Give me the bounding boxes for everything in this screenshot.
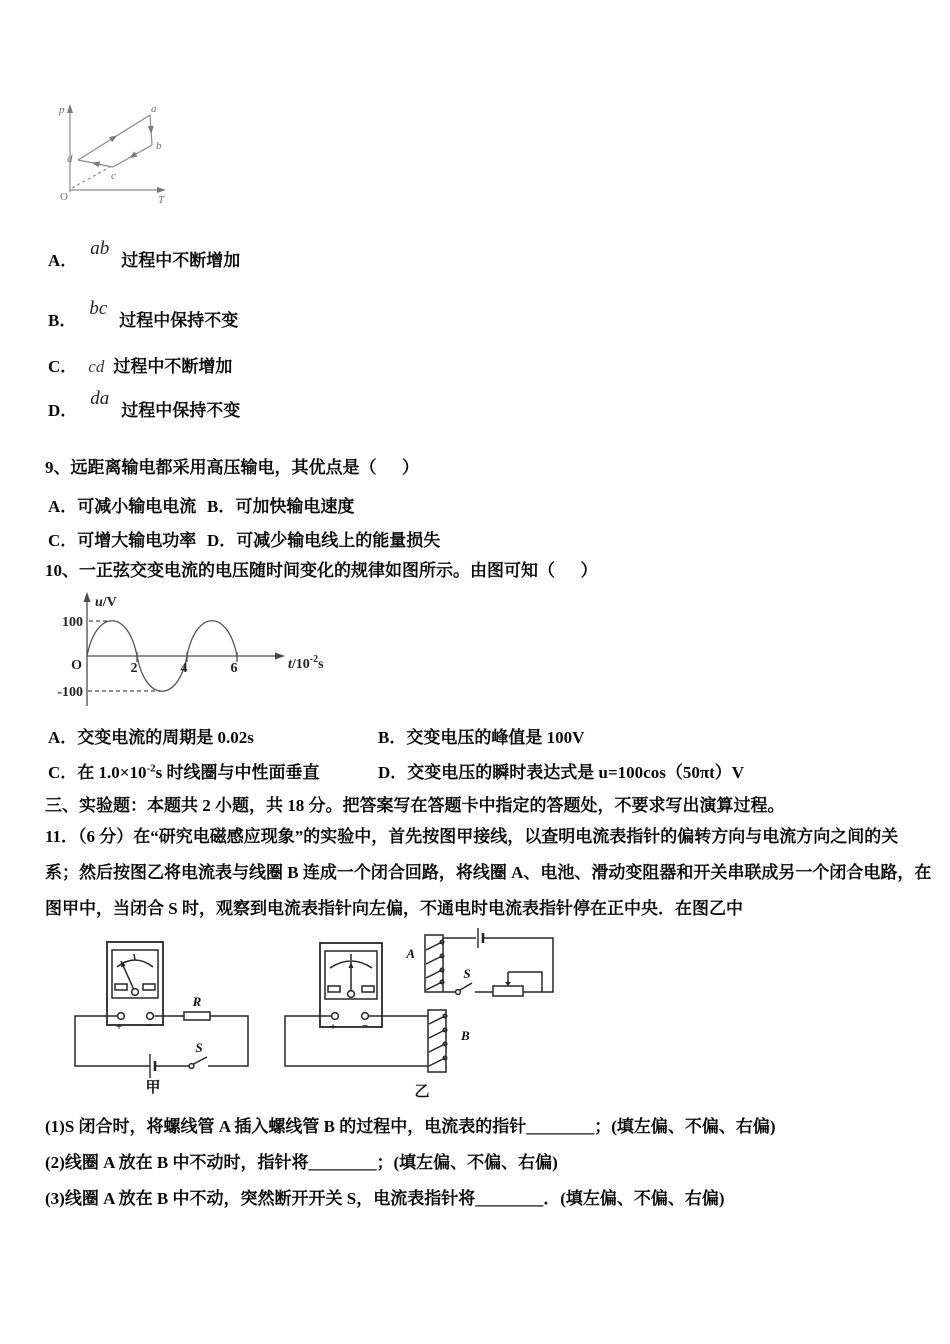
resistor-R-label: R [192, 994, 202, 1009]
sine-xtick-6: 6 [230, 661, 238, 676]
pt-label-O: O [60, 191, 68, 203]
q9-option-a: A．可减小输电电流 [48, 497, 197, 516]
q8-option-c-process: cd [88, 357, 105, 376]
figure-yi-caption: 乙 [414, 1084, 430, 1100]
q8-option-b [48, 298, 239, 332]
pt-cycle-diagram [55, 100, 175, 210]
sine-ymin-label: -100 [57, 685, 83, 700]
meter-terminal-minus-yi [362, 1013, 369, 1020]
q11-stem-line3: 图甲中，当闭合 S 时，观察到电流表指针向左偏，不通电时电流表指针停在正中央．在图乙中 [45, 899, 743, 918]
sine-xtick-2: 2 [130, 661, 138, 676]
q10-option-c-sup: -2 [146, 762, 156, 775]
jia-plus-sign: + [115, 1021, 123, 1033]
coil-B-label: B [461, 1028, 470, 1043]
q8-option-a [48, 238, 241, 272]
sine-xlabel: $t/10^{-2}s$ [288, 654, 324, 672]
q8-option-d-process: da [90, 388, 110, 409]
switch-jia-label: S [195, 1040, 203, 1055]
pt-label-T: T [158, 194, 165, 206]
q8-option-d-text: 过程中保持不变 [121, 401, 241, 420]
q10-stem: 10、一正弦交变电流的电压随时间变化的规律如图所示。由图可知（ ） [45, 561, 598, 580]
q11-stem-line1: 11．（6 分）在“研究电磁感应现象”的实验中，首先按图甲接线，以查明电流表指针的偏转方向与电流方向之间的关 [45, 827, 899, 846]
q9-stem: 9、远距离输电都采用高压输电，其优点是（ ） [45, 458, 419, 477]
q10-option-c-post: s 时线圈与中性面垂直 [155, 763, 320, 782]
galvanometer-yi [320, 943, 382, 1027]
q8-option-c-text: 过程中不断增加 [113, 357, 233, 376]
q11-sub3: (3)线圈 A 放在 B 中不动，突然断开开关 S，电流表指针将________．(填左偏、不偏、右偏) [45, 1189, 725, 1208]
galvanometer-jia [107, 942, 163, 1025]
switch-yi [456, 983, 472, 994]
q11-stem-line2: 系；然后按图乙将电流表与线圈 B 连成一个闭合回路，将线圈 A、电池、滑动变阻器和开关串联成另一个闭合电路，在 [45, 863, 932, 882]
wire-yi-left [285, 1016, 428, 1066]
q8-option-c-letter: C． [48, 357, 78, 376]
meter-terminal-plus-yi [332, 1013, 339, 1020]
q8-option-d-letter: D． [48, 401, 78, 420]
q8-option-a-letter: A． [48, 251, 78, 270]
q10-option-c [48, 758, 320, 783]
resistor-R [184, 1012, 210, 1020]
jia-minus-sign: − [146, 1020, 154, 1032]
q10-option-b: B．交变电压的峰值是 100V [378, 728, 585, 747]
figure-jia [75, 942, 248, 1078]
q10-option-a: A．交变电流的周期是 0.02s [48, 728, 254, 747]
pt-label-p: p [59, 104, 65, 116]
q8-option-c [48, 352, 232, 377]
sine-voltage-graph [45, 588, 355, 713]
q9-option-b: B．可加快输电速度 [207, 497, 355, 516]
wire-jia-right [208, 1016, 248, 1066]
q8-option-a-text: 过程中不断增加 [121, 251, 241, 270]
figure-yi [285, 928, 553, 1072]
pt-label-a: a [151, 103, 157, 115]
pt-label-d: d [67, 153, 73, 165]
q9-option-d: D．可减少输电线上的能量损失 [207, 531, 441, 550]
q8-option-b-process: bc [89, 298, 108, 319]
meter-pivot-yi [348, 991, 355, 998]
section3-heading: 三、实验题：本题共 2 小题，共 18 分。把答案写在答题卡中指定的答题处，不要求写出演算过程。 [45, 796, 785, 815]
q11-circuit-figures [70, 920, 590, 1102]
pt-label-c: c [111, 170, 116, 182]
coil-A-label: A [406, 946, 415, 961]
switch-yi-label: S [463, 966, 471, 981]
q9-option-c: C．可增大输电功率 [48, 531, 197, 550]
pt-label-b: b [156, 140, 162, 152]
q10-option-d: D．交变电压的瞬时表达式是 u=100cos（50πt）V [378, 763, 745, 782]
yi-minus-sign: − [361, 1020, 369, 1032]
yi-plus-sign: + [329, 1021, 337, 1033]
pt-arrowheads [67, 104, 166, 193]
q8-option-d [48, 388, 241, 422]
q11-sub2: (2)线圈 A 放在 B 中不动时，指针将________；(填左偏、不偏、右偏) [45, 1153, 558, 1172]
sine-ylabel: u/V [95, 595, 117, 610]
meter-terminal-plus [118, 1013, 125, 1020]
coil-A [425, 935, 444, 992]
switch-jia [189, 1057, 207, 1068]
battery-jia [150, 1054, 155, 1078]
q8-option-b-text: 过程中保持不变 [119, 311, 239, 330]
meter-pivot [132, 989, 139, 996]
sine-xtick-4: 4 [180, 661, 188, 676]
sine-ymax-label: 100 [62, 615, 83, 630]
pt-dashed-origin-line [72, 167, 110, 188]
battery-yi [478, 928, 483, 948]
coil-B [428, 1010, 447, 1072]
q10-option-c-pre: C．在 1.0×10 [48, 763, 147, 782]
q8-option-b-letter: B． [48, 311, 77, 330]
sine-origin-label: O [71, 658, 82, 673]
figure-jia-caption: 甲 [145, 1080, 161, 1096]
wire-jia-left [75, 1016, 150, 1066]
q11-sub1: (1)S 闭合时，将螺线管 A 插入螺线管 B 的过程中，电流表的指针________；(填左偏、不偏、右偏) [45, 1117, 776, 1136]
meter-terminal-minus [147, 1013, 154, 1020]
q8-option-a-process: ab [90, 238, 110, 259]
